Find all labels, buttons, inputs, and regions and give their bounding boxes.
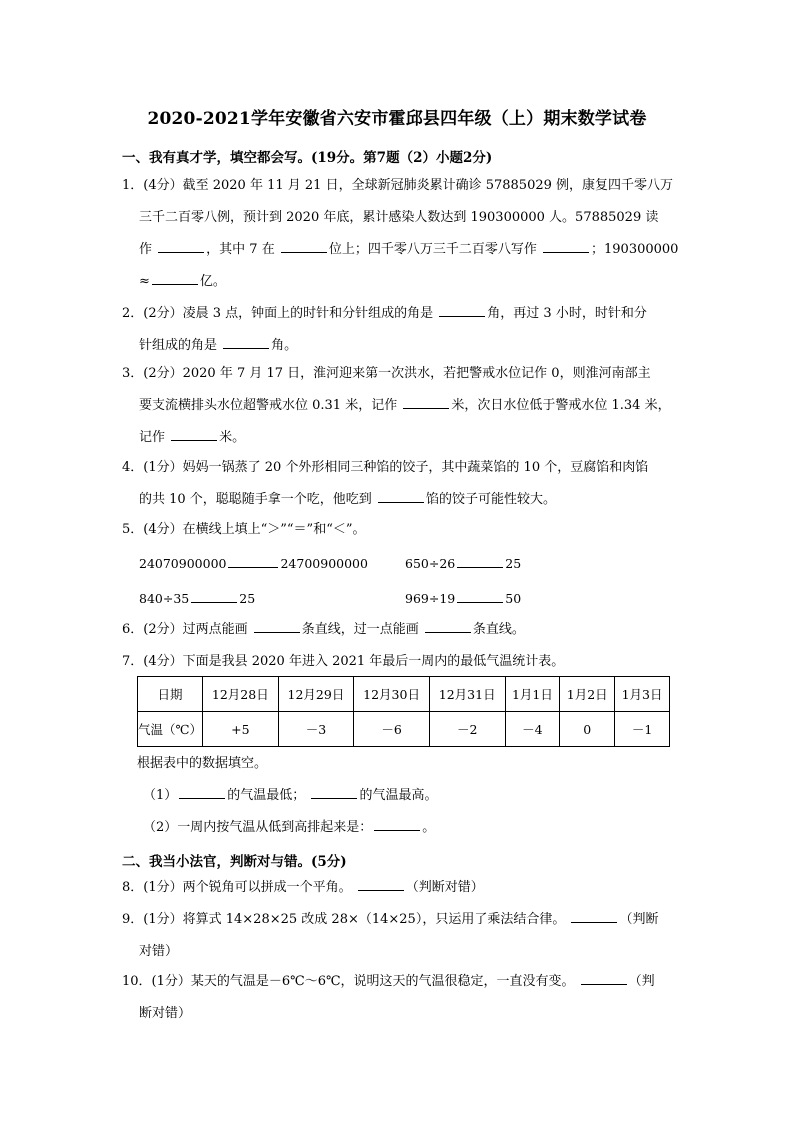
q8-line-1 (122, 872, 680, 904)
q1-text: ，其中 7 在 (206, 242, 275, 257)
q3-text: 米，次日水位低于警戒水位 1.34 米， (451, 398, 671, 413)
compare-item-a (139, 553, 368, 571)
q1-text: 位上；四千零八万三千二百零八写作 (328, 242, 537, 257)
table-row (138, 677, 670, 712)
q4-line-2 (122, 484, 680, 516)
q8-text: （判断对错） (405, 880, 484, 895)
compare-item-c (139, 588, 255, 606)
q9-line-2: 对错） (139, 944, 179, 959)
table-cell: 12月29日 (278, 677, 354, 712)
q2-text: 角，再过 3 小时，时针和分 (487, 306, 647, 321)
q7-after-text: 根据表中的数据填空。 (137, 756, 268, 771)
table-cell: －2 (429, 712, 505, 747)
q7-text: 的气温最低； (227, 788, 306, 803)
answer-blank[interactable] (254, 618, 300, 633)
table-cell: 1月2日 (560, 677, 615, 712)
compare-item-d (405, 588, 521, 606)
q7-sub-1 (137, 780, 677, 812)
q3-text: 要支流横排头水位超警戒水位 0.31 米，记作 (139, 398, 398, 413)
answer-blank[interactable] (543, 238, 589, 253)
answer-blank[interactable] (171, 426, 217, 441)
q10-text: 10．(1分）某天的气温是－6℃～6℃，说明这天的气温很稳定，一直没有变。 (122, 974, 575, 989)
compare-right: 24700900000 (280, 556, 368, 571)
section-1-heading: 一、我有真才学，填空都会写。(19分。第7题（2）小题2分) (122, 150, 493, 166)
q3-line-3 (122, 422, 680, 454)
table-header-cell: 气温（℃） (138, 712, 203, 747)
table-cell: －1 (615, 712, 670, 747)
question-5 (122, 514, 680, 546)
answer-blank[interactable] (228, 553, 278, 568)
answer-blank[interactable] (374, 816, 420, 831)
q5-line-1: 5．(4分）在横线上填上“＞”“＝”和“＜”。 (122, 522, 366, 537)
q7-text: （1） (143, 788, 178, 803)
answer-blank[interactable] (403, 394, 449, 409)
question-10 (122, 966, 680, 1030)
q1-text: 亿。 (199, 274, 226, 289)
q1-line-4 (122, 266, 680, 298)
q2-text: 2．(2分）凌晨 3 点，钟面上的时针和分针组成的角是 (122, 306, 434, 321)
q1-text: 作 (139, 242, 153, 257)
q7-text: 的气温最高。 (359, 788, 438, 803)
answer-blank[interactable] (152, 270, 198, 285)
q4-text: 馅的饺子可能性较大。 (425, 492, 556, 507)
q3-line-2 (122, 390, 680, 422)
question-7-subparts (137, 748, 677, 844)
q6-text: 条直线。 (472, 622, 525, 637)
answer-blank[interactable] (457, 553, 503, 568)
answer-blank[interactable] (223, 334, 269, 349)
compare-left: 24070900000 (139, 556, 227, 571)
table-cell: 1月1日 (505, 677, 560, 712)
compare-right: 25 (239, 591, 256, 606)
question-3 (122, 358, 680, 454)
temperature-table (137, 676, 670, 747)
q8-text: 8．(1分）两个锐角可以拼成一个平角。 (122, 880, 352, 895)
table-cell: －6 (354, 712, 430, 747)
q6-line-1 (122, 614, 680, 646)
q7-text: （2）一周内按气温从低到高排起来是： (143, 820, 373, 835)
table-cell: 1月3日 (615, 677, 670, 712)
q2-line-1 (122, 298, 680, 330)
q10-text: （判 (628, 974, 655, 989)
table-cell: －3 (278, 712, 354, 747)
q2-text: 针组成的角是 (139, 338, 218, 353)
table-cell: +5 (203, 712, 279, 747)
q2-text: 角。 (271, 338, 298, 353)
question-7 (122, 646, 680, 678)
compare-left: 840÷35 (139, 591, 190, 606)
answer-blank[interactable] (179, 784, 225, 799)
q1-line-2: 三千二百零八例，预计到 2020 年底，累计感染人数达到 190300000 人。57885029 读 (139, 210, 659, 225)
table-cell: 0 (560, 712, 615, 747)
q1-text: ≈ (139, 274, 150, 289)
q3-text: 米。 (219, 430, 246, 445)
q9-text: （判断 (619, 912, 659, 927)
q7-text: 。 (422, 820, 436, 835)
q9-text: 9．(1分）将算式 14×28×25 改成 28×（14×25），只运用了乘法结合律。 (122, 912, 566, 927)
table-cell: －4 (505, 712, 560, 747)
question-6 (122, 614, 680, 646)
question-4 (122, 452, 680, 516)
q7-sub-2 (137, 812, 677, 844)
q7-line-1: 7．(4分）下面是我县 2020 年进入 2021 年最后一周内的最低气温统计表。 (122, 654, 565, 669)
answer-blank[interactable] (158, 238, 204, 253)
compare-left: 969÷19 (405, 591, 456, 606)
q10-line-2: 断对错） (139, 1006, 192, 1021)
table-header-cell: 日期 (138, 677, 203, 712)
answer-blank[interactable] (457, 588, 503, 603)
q10-line-1 (122, 966, 680, 998)
q1-text: ；190300000 (591, 242, 679, 257)
answer-blank[interactable] (571, 908, 617, 923)
table-row (138, 712, 670, 747)
question-2 (122, 298, 680, 362)
q6-text: 条直线，过一点能画 (301, 622, 419, 637)
question-8 (122, 872, 680, 904)
table-cell: 12月31日 (429, 677, 505, 712)
answer-blank[interactable] (425, 618, 471, 633)
answer-blank[interactable] (281, 238, 327, 253)
page-title: 2020-2021学年安徽省六安市霍邱县四年级（上）期末数学试卷 (147, 109, 647, 129)
compare-left: 650÷26 (405, 556, 456, 571)
q1-line-1: 1．(4分）截至 2020 年 11 月 21 日，全球新冠肺炎累计确诊 57885029 例，康复四千零八万 (122, 178, 674, 193)
compare-item-b (405, 553, 521, 571)
answer-blank[interactable] (439, 302, 485, 317)
q3-line-1: 3．(2分）2020 年 7 月 17 日，淮河迎来第一次洪水，若把警戒水位记作 0，则淮河南部主 (122, 366, 651, 381)
answer-blank[interactable] (311, 784, 357, 799)
compare-right: 25 (505, 556, 522, 571)
answer-blank[interactable] (358, 876, 404, 891)
q4-text: 的共 10 个，聪聪随手拿一个吃，他吃到 (139, 492, 372, 507)
table-cell: 12月28日 (203, 677, 279, 712)
question-1 (122, 170, 680, 298)
q3-text: 记作 (139, 430, 166, 445)
q4-line-1: 4．(1分）妈妈一锅蒸了 20 个外形相同三种馅的饺子，其中蔬菜馅的 10 个，豆腐馅和肉馅 (122, 460, 649, 475)
q6-text: 6．(2分）过两点能画 (122, 622, 248, 637)
q9-line-1 (122, 904, 680, 936)
compare-right: 50 (505, 591, 522, 606)
table-cell: 12月30日 (354, 677, 430, 712)
question-9 (122, 904, 680, 968)
answer-blank[interactable] (581, 970, 627, 985)
answer-blank[interactable] (191, 588, 237, 603)
q1-line-3 (122, 234, 680, 266)
answer-blank[interactable] (378, 488, 424, 503)
section-2-heading: 二、我当小法官，判断对与错。(5分) (122, 854, 347, 870)
